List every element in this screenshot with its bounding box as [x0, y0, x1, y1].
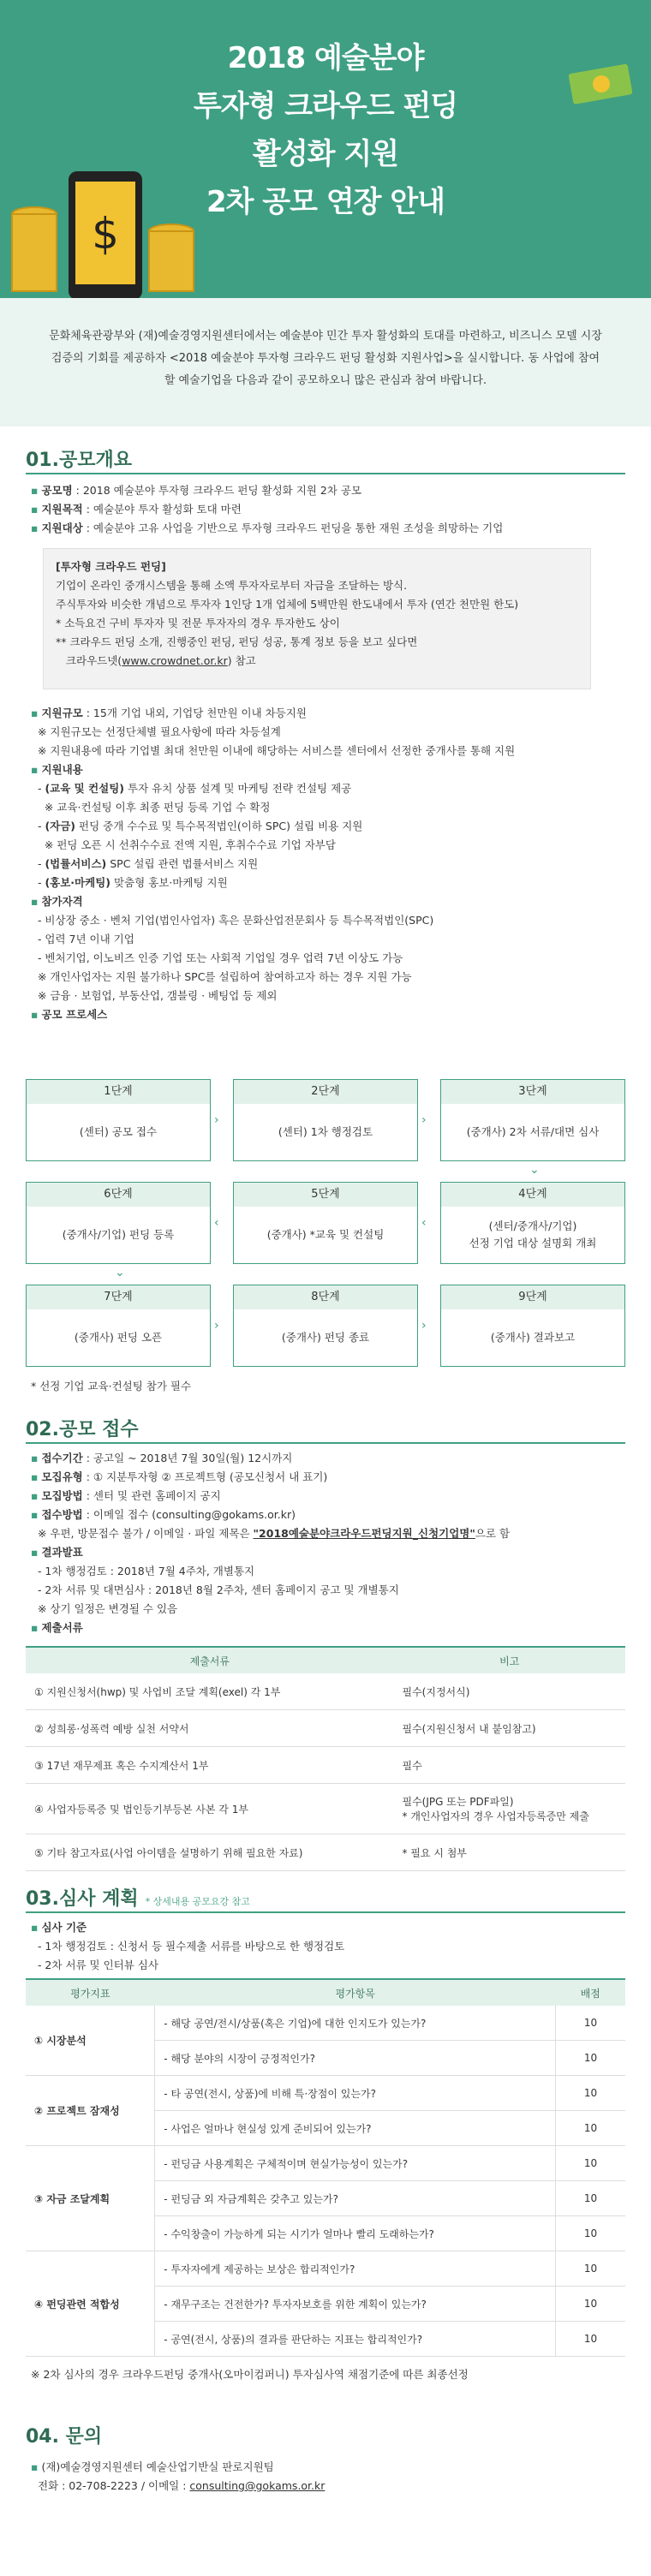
section-divider — [26, 1911, 625, 1913]
process-step-text: (중개사) *교육 및 컨설팅 — [266, 1228, 385, 1241]
crowdnet-link[interactable]: www.crowdnet.or.kr — [122, 654, 228, 667]
flow-arrow-icon: ⌄ — [529, 1163, 540, 1177]
process-step-text: (센터/중개사/기업) 선정 기업 대상 설명회 개최 — [469, 1219, 597, 1249]
criterion-item: - 펀딩금 사용계획은 구체적이며 현실가능성이 있는가? — [155, 2146, 556, 2181]
process-step-text: (중개사) 2차 서류/대면 심사 — [466, 1125, 600, 1138]
table-cell: 필수(지정서식) — [394, 1673, 626, 1710]
table-row — [26, 1673, 625, 1710]
documents-table — [26, 1646, 625, 1871]
crowdfunding-info-box: [투자형 크라우드 펀딩] 기업이 온라인 중개시스템을 통해 소액 투자자로부터 자금을 조달하는 방식. 주식투자와 비슷한 개념으로 투자자 1인당 1개 업체에 5백만원 한도내에서 투자 (연간 천만원 한도) * 소득요건 구비 투자자 및 전문 투자자의 경우 투자한도 상이 ** 크라우드 펀딩 소개, 진행중인 펀딩, 펀딩 성공, 통계 정보 등을 보고 싶다면 크라우드넷(www.crowdnet.or.kr) 참고 — [43, 548, 591, 689]
criterion-item: - 타 공연(전시, 상품)에 비해 특·장점이 있는가? — [155, 2076, 556, 2111]
criterion-item: - 펀딩금 외 자금계획은 갖추고 있는가? — [155, 2181, 556, 2216]
table-cell: 필수(JPG 또는 PDF파일) * 개인사업자의 경우 사업자등록증만 제출 — [394, 1784, 626, 1834]
process-step-label: 9단계 — [441, 1285, 624, 1309]
hero-line-3: 활성화 지원 — [252, 137, 399, 171]
table-cell: ② 성희롱·성폭력 예방 실천 서약서 — [26, 1710, 394, 1747]
criterion-name: ① 시장분석 — [26, 2006, 155, 2076]
process-step — [26, 1285, 211, 1367]
process-step-label: 4단계 — [441, 1183, 624, 1207]
overview-item: ▪ 지원목적 : 예술분야 투자 활성화 토대 마련 — [31, 503, 242, 516]
process-step — [26, 1182, 211, 1264]
coins-and-phone-illustration — [0, 163, 206, 298]
table-row — [26, 1710, 625, 1747]
criterion-name: ③ 자금 조달계획 — [26, 2146, 155, 2251]
process-step — [26, 1079, 211, 1161]
section-3-title: 03.심사 계획 * 상세내용 공모요강 참고 — [26, 1888, 250, 1910]
process-step — [440, 1285, 625, 1367]
overview-item: ▪ 지원대상 : 예술분야 고유 사업을 기반으로 투자형 크라우드 펀딩을 통한 재원 조성을 희망하는 기업 — [31, 522, 504, 534]
process-step-label: 5단계 — [234, 1183, 417, 1207]
process-step — [440, 1079, 625, 1161]
table-header: 배점 — [555, 1979, 625, 2006]
criterion-item: - 공연(전시, 상품)의 결과를 판단하는 지표는 합리적인가? — [155, 2322, 556, 2357]
money-bill-icon — [569, 62, 634, 106]
hero-line-2: 투자형 크라우드 펀딩 — [193, 89, 458, 123]
criterion-score: 10 — [555, 2006, 625, 2041]
table-row — [26, 2146, 625, 2181]
criterion-item: - 재무구조는 건전한가? 투자자보호를 위한 계획이 있는가? — [155, 2287, 556, 2322]
process-step-label: 6단계 — [27, 1183, 210, 1207]
table-cell: ④ 사업자등록증 및 법인등기부등본 사본 각 1부 — [26, 1784, 394, 1834]
flow-arrow-icon: ‹ — [214, 1216, 219, 1230]
section-4-title: 04. 문의 — [26, 2426, 103, 2448]
criterion-name: ② 프로젝트 잠재성 — [26, 2076, 155, 2146]
process-step — [233, 1079, 418, 1161]
flow-arrow-icon: ⌄ — [115, 1266, 125, 1279]
table-header: 평가항목 — [155, 1979, 556, 2006]
criterion-item: - 해당 공연/전시/상품(혹은 기업)에 대한 인지도가 있는가? — [155, 2006, 556, 2041]
process-step-label: 3단계 — [441, 1080, 624, 1104]
process-step-text: (중개사) 펀딩 종료 — [281, 1331, 370, 1344]
process-note: * 선정 기업 교육·컨설팅 참가 필수 — [31, 1380, 192, 1392]
criterion-score: 10 — [555, 2181, 625, 2216]
criterion-score: 10 — [555, 2322, 625, 2357]
application-list: ▪ 접수기간 : 공고일 ~ 2018년 7월 30일(월) 12시까지 ▪ 모집유형 : ① 지분투자형 ② 프로젝트형 (공모신청서 내 표기) ▪ 모집방법 : 센터 및 관련 홈페이지 공지 ▪ 접수방법 : 이메일 접수 (consulting@gokams.or.kr) ※ 우편, 방문접수 불가 / 이메일 · 파일 제목은 "2018예술분야크라우드펀딩지원_신청기업명"으로 함 ▪ 결과발표 - 1차 행정검토 : 2018년 7월 4주차, 개별통지 - 2차 서류 및 대면심사 : 2018년 8월 2주차, 센터 홈페이지 공고 및 개별통지 ※ 상기 일정은 변경될 수 있음 ▪ 제출서류 — [31, 1452, 511, 1634]
table-header: 비고 — [394, 1647, 626, 1673]
criterion-score: 10 — [555, 2076, 625, 2111]
svg-text:$: $ — [92, 209, 119, 259]
criterion-item: - 사업은 얼마나 현실성 있게 준비되어 있는가? — [155, 2111, 556, 2146]
section-divider — [26, 1442, 625, 1444]
section-1-title: 01.공모개요 — [26, 450, 132, 471]
process-step — [233, 1285, 418, 1367]
table-cell: 필수(지원신청서 내 붙임참고) — [394, 1710, 626, 1747]
criterion-name: ④ 펀딩관련 적합성 — [26, 2251, 155, 2357]
hero-line-1: 2018 예술분야 — [227, 41, 424, 75]
process-step-label: 7단계 — [27, 1285, 210, 1309]
criterion-score: 10 — [555, 2146, 625, 2181]
evaluation-note: ※ 2차 심사의 경우 크라우드펀딩 중개사(오마이컴퍼니) 투자심사역 채점기준에 따른 최종선정 — [31, 2368, 469, 2381]
process-step-label: 2단계 — [234, 1080, 417, 1104]
table-header: 제출서류 — [26, 1647, 394, 1673]
section-2-title: 02.공모 접수 — [26, 1419, 139, 1440]
flow-arrow-icon: › — [214, 1113, 219, 1127]
criterion-item: - 해당 분야의 시장이 긍정적인가? — [155, 2041, 556, 2076]
process-step-text: (중개사) 결과보고 — [490, 1331, 576, 1344]
section-3-subnote: * 상세내용 공모요강 참고 — [145, 1896, 250, 1907]
flow-arrow-icon: ‹ — [421, 1216, 427, 1230]
table-cell: 필수 — [394, 1747, 626, 1784]
flow-arrow-icon: › — [214, 1319, 219, 1333]
criterion-score: 10 — [555, 2111, 625, 2146]
process-step-label: 1단계 — [27, 1080, 210, 1104]
hero-line-4: 2차 공모 연장 안내 — [206, 185, 445, 219]
table-row — [26, 2076, 625, 2111]
hero-banner — [0, 0, 651, 298]
support-scale: ▪ 지원규모 : 15개 기업 내외, 기업당 천만원 이내 차등지원 ※ 지원규모는 선정단체별 필요사항에 따라 차등설계 ※ 지원내용에 따라 기업별 최대 천만원 이내에 해당하는 서비스를 센터에서 선정한 중개사를 통해 지원 ▪ 지원내용 - (교육 및 컨설팅) 투자 유치 상품 설계 및 마케팅 전략 컨설팅 제공 ※ 교육·컨설팅 이후 최종 펀딩 등록 기업 수 확정 - (자금) 펀딩 중개 수수료 및 특수목적법인(이하 SPC) 설립 비용 지원 ※ 펀딩 오픈 시 선취수수료 전액 지원, 후취수수료 기업 자부담 - (법률서비스) SPC 설립 관련 법률서비스 지원 - (홍보·마케팅) 맞춤형 홍보·마케팅 지원 ▪ 참가자격 - 비상장 중소 · 벤처 기업(법인사업자) 혹은 문화산업전문회사 등 특수목적법인(SPC) - 업력 7년 이내 기업 - 벤처기업, 이노비즈 인증 기업 또는 사회적 기업일 경우 업력 7년 이상도 가능 ※ 개인사업자는 지원 불가하나 SPC를 설립하여 참여하고자 하는 경우 지원 가능 ※ 금융 · 보험업, 부동산업, 갬블링 · 베팅업 등 제외 ▪ 공모 프로세스 — [31, 707, 516, 1021]
criterion-score: 10 — [555, 2251, 625, 2287]
evaluation-table — [26, 1978, 625, 2357]
process-step — [440, 1182, 625, 1264]
intro-panel — [0, 298, 651, 426]
table-row — [26, 2251, 625, 2287]
table-cell: ① 지원신청서(hwp) 및 사업비 조달 계획(exel) 각 1부 — [26, 1673, 394, 1710]
process-step-text: (중개사) 펀딩 오픈 — [74, 1331, 163, 1344]
table-cell: ③ 17년 재무제표 혹은 수지계산서 1부 — [26, 1747, 394, 1784]
criterion-score: 10 — [555, 2041, 625, 2076]
overview-list — [31, 481, 625, 538]
overview-item: ▪ 공모명 : 2018 예술분야 투자형 크라우드 펀딩 활성화 지원 2차 공모 — [31, 484, 361, 497]
process-step-text: (중개사/기업) 펀딩 등록 — [62, 1228, 175, 1241]
flow-arrow-icon: › — [421, 1319, 427, 1333]
criterion-item: - 수익창출이 가능하게 되는 시기가 얼마나 빨리 도래하는가? — [155, 2216, 556, 2251]
table-row — [26, 1747, 625, 1784]
table-cell: ⑤ 기타 참고자료(사업 아이템을 설명하기 위해 필요한 자료) — [26, 1834, 394, 1871]
process-step-text: (센터) 공모 접수 — [79, 1125, 158, 1138]
contact-info: ▪ (재)예술경영지원센터 예술산업기반실 판로지원팀 전화 : 02-708-2223 / 이메일 : consulting@gokams.or.kr — [31, 2460, 326, 2492]
section-divider — [26, 473, 625, 474]
contact-email-link[interactable]: consulting@gokams.or.kr — [189, 2479, 326, 2492]
criteria-list: ▪ 심사 기준 - 1차 행정검토 : 신청서 등 필수제출 서류를 바탕으로 한 행정검토 - 2차 서류 및 인터뷰 심사 — [31, 1921, 345, 1971]
table-row — [26, 1834, 625, 1871]
criterion-score: 10 — [555, 2216, 625, 2251]
criterion-score: 10 — [555, 2287, 625, 2322]
process-step-text: (센터) 1차 행정검토 — [278, 1125, 373, 1138]
table-cell: * 필요 시 첨부 — [394, 1834, 626, 1871]
intro-text: 문화체육관광부와 (재)예술경영지원센터에서는 예술분야 민간 투자 활성화의 토대를 마련하고, 비즈니스 모델 시장 검증의 기회를 제공하자 <2018 예술분야 투자형 크라우드 펀딩 활성화 지원사업>을 실시합니다. 동 사업에 참여할 예술기업을 다음과 같이 공모하오니 많은 관심과 참여 바랍니다. — [49, 330, 602, 387]
table-row — [26, 2006, 625, 2041]
process-step — [233, 1182, 418, 1264]
flow-arrow-icon: › — [421, 1113, 427, 1127]
table-row — [26, 1784, 625, 1834]
criterion-item: - 투자자에게 제공하는 보상은 합리적인가? — [155, 2251, 556, 2287]
table-header: 평가지표 — [26, 1979, 155, 2006]
process-step-label: 8단계 — [234, 1285, 417, 1309]
